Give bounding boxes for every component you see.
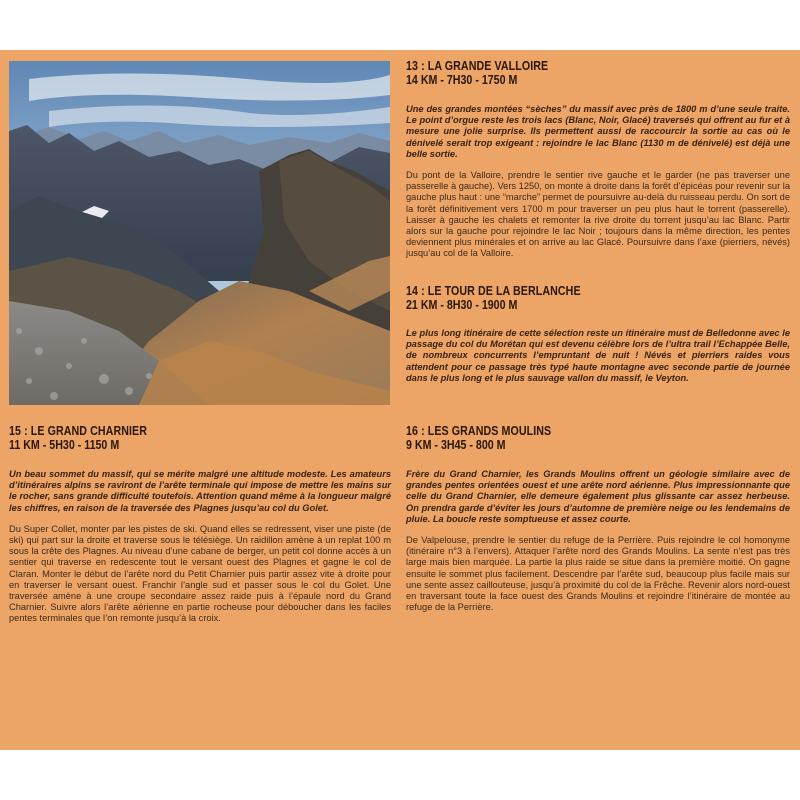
route-intro: Frère du Grand Charnier, les Grands Moulins offrent un géologie similaire avec de grandes pentes orientées ouest et une arête nord aérienne. Plus impressionnante que celle du Grand Charnier, elle demeure également plus glissante car assez herbeuse. On prendra garde d’éviter les jours d’automne de première neige ou les lendemains de pluie. La boucle reste somptueuse et assez courte.	[406, 469, 790, 524]
route-description: Du Super Collet, monter par les pistes de ski. Quand elles se redressent, viser une piste (de ski) qui part sur la droite et traverse sous le télésiège. Un raidillon amène à un replat 100 m sous la crête des Plagnes. Au niveau d’une cabane de berger, un petit col donne accès à un sentier qui traverse en redescente tout le versant ouest des Plagnes et gagne le col de Claran. Monter le début de l’arête nord du Petit Charnier puis partir assez vite à droite pour en traverser le versant ouest. Franchir l’angle sud et passer sous le col du Golet. Une traversée amène à une croupe secondaire assez raide puis à l’épaule nord du Grand Charnier. Suivre alors l’arête aérienne en partie rocheuse pour déboucher dans les faciles pentes terminales que l’on remonte jusqu’à la croix.	[9, 523, 391, 624]
route-title: 13 : LA GRANDE VALLOIRE	[406, 58, 549, 73]
route-intro: Le plus long itinéraire de cette sélection reste un itinéraire must de Belledonne avec le passage du col du Morétan qui est devenu célèbre lors de l’ultra trail l’Echappée Belle, de nombreux concurrents l’empruntant de nuit ! Névés et pierriers raides vous attendent pour ce passage très typé haute montagne avec seconde partie de journée dans le plus long et le plus sauvage vallon du massif, le Veyton.	[406, 328, 790, 383]
route-intro: Un beau sommet du massif, qui se mérite malgré une altitude modeste. Les amateurs d’itinéraires alpins se raviront de l’arête terminale qui impose de mettre les mains sur le rocher, sans grande difficulté toutefois. Attention quand même à la longueur malgré les chiffres, en raison de la traversée des Plagnes jusqu’au col du Golet.	[9, 469, 391, 513]
route-16	[406, 424, 790, 613]
route-15	[9, 424, 391, 625]
route-stats: 21 KM - 8H30 - 1900 M	[406, 297, 518, 312]
route-intro: Une des grandes montées “sèches” du massif avec près de 1800 m d’une seule traite. Le point d’orgue reste les trois lacs (Blanc, Noir, Glacé) traversés qui offrent au fur et à mesure une jolie surprise. Ils permettent aussi de raccourcir la sortie au cas où le dénivelé serait trop exigeant : rejoindre le lac Blanc (1130 m de dénivelé) est déjà une belle sortie.	[406, 104, 790, 159]
route-title: 14 : LE TOUR DE LA BERLANCHE	[406, 283, 581, 298]
route-title: 15 : LE GRAND CHARNIER	[9, 423, 148, 438]
route-description: Du pont de la Valloire, prendre le sentier rive gauche et le garder (ne pas traverser une passerelle à gauche). Vers 1250, on monte à droite dans la forêt d’épicéas pour revenir sur la gauche plus haut : une “marche” permet de poursuivre au-delà du ruisseau perdu. On sort de la forêt définitivement vers 1700 m pour traverser un peu plus haut le torrent (passerelle). Laisser à gauche les chalets et remonter la rive droite du torrent jusqu’au lac Blanc. Partir alors sur la gauche pour rejoindre le lac Noir ; toujours dans la même direction, les pentes deviennent plus minérales et on arrive au lac Glacé. Poursuivre dans l’axe (pierriers, névés) jusqu’au col de la Valloire.	[406, 170, 790, 259]
route-14	[406, 284, 790, 394]
mountain-photo	[9, 61, 390, 405]
route-stats: 14 KM - 7H30 - 1750 M	[406, 72, 518, 87]
route-13	[406, 59, 790, 260]
page-spread	[0, 50, 800, 750]
route-title: 16 : LES GRANDS MOULINS	[406, 423, 552, 438]
route-description: De Valpelouse, prendre le sentier du refuge de la Perrière. Puis rejoindre le col homonyme (itinéraire n°3 à l’envers). Attaquer l’arête nord des Grands Moulins. La sente n’est pas très large mais bien marquée. La partie la plus raide se situe dans la première moitié. On gagne ensuite le sommet plus facilement. Descendre par l’arête sud, beaucoup plus facile mais sur une sente assez caillouteuse, jusqu’à proximité du col de la Frêche. Revenir alors nord-ouest en traversant toute la face ouest des Grands Moulins et rejoindre l’itinéraire de montée au refuge de la Perrière.	[406, 535, 790, 613]
route-stats: 11 KM - 5H30 - 1150 M	[9, 437, 120, 452]
route-stats: 9 KM - 3H45 - 800 M	[406, 437, 506, 452]
